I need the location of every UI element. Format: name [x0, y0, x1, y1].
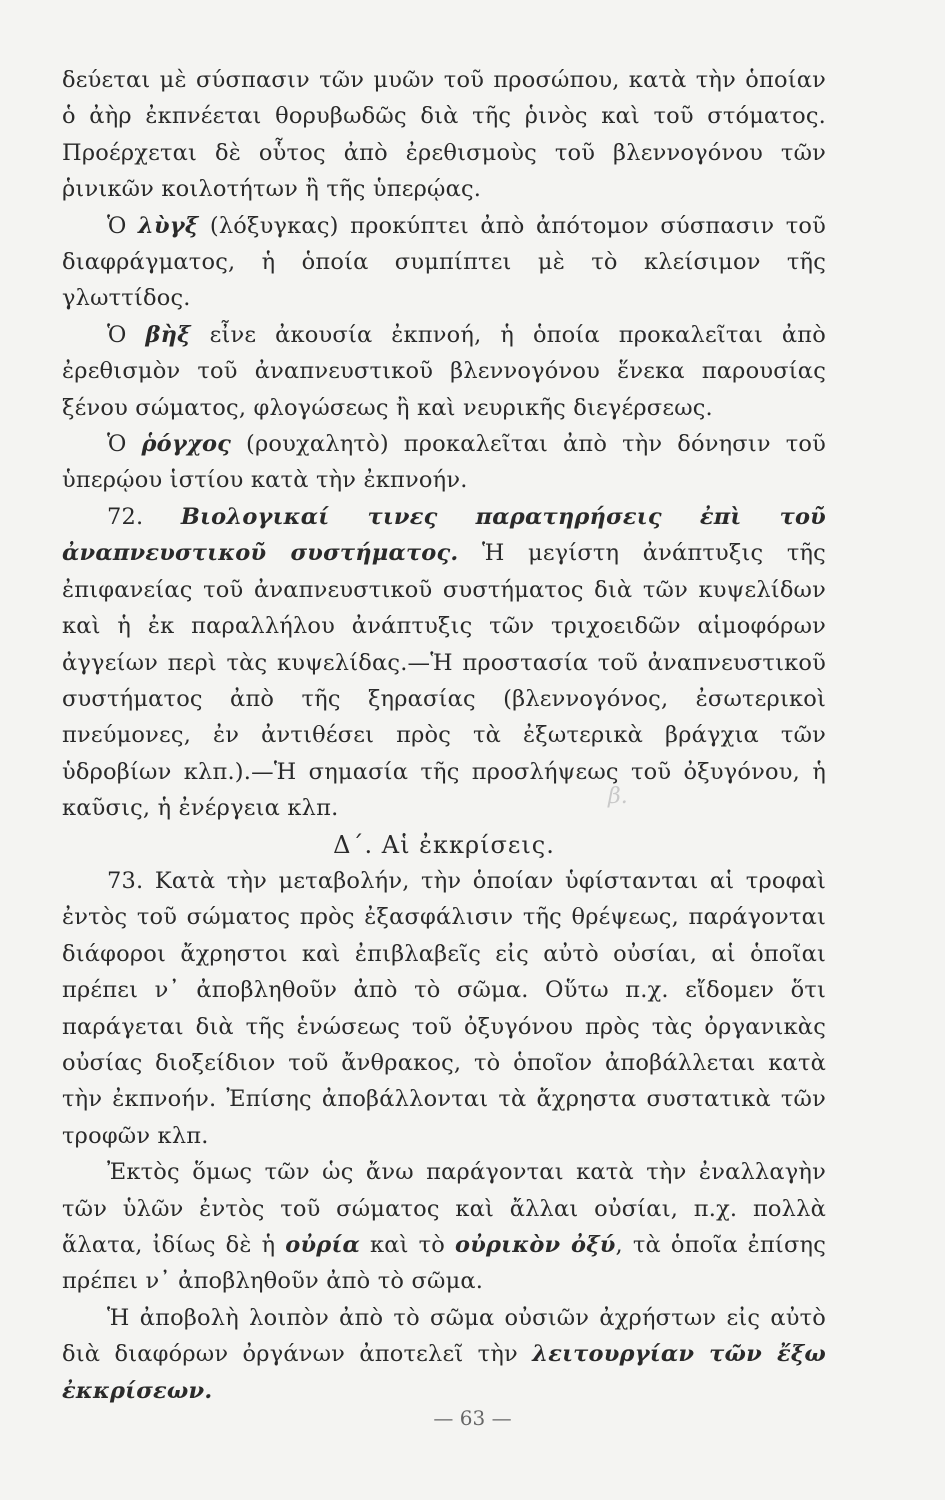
faint-pencil-mark: β. [608, 784, 628, 809]
term-uric-acid: οὐρικὸν ὀξύ [455, 1232, 616, 1258]
paragraph-other-substances: Ἐκτὸς ὅμως τῶν ὡς ἄνω παράγονται κατὰ τὴν ἐναλλαγὴν τῶν ὑλῶν ἐντὸς τοῦ σώματος καὶ ἄλλαι οὐσίαι, π.χ. πολλὰ ἅλατα, ἰδίως δὲ ἡ οὐρία καὶ τὸ οὐρικὸν ὀξύ, τὰ ὁποῖα ἐπίσης πρέπει ν᾽ ἀποβληθοῦν ἀπὸ τὸ σῶμα. [62, 1159, 826, 1295]
section-72: 72. Βιολογικαί τινες παρατηρήσεις ἐπὶ τοῦ ἀναπνευστικοῦ συστήματος. Ἡ μεγίστη ἀνάπτυξις τῆς ἐπιφανείας τοῦ ἀναπνευστικοῦ συστήματος διὰ τῶν κυψελίδων καὶ ἡ ἐκ παραλλήλου ἀνάπτυξις τῶν τριχοειδῶν αἱμοφόρων ἀγγείων περὶ τὰς κυψελίδας.—Ἡ προστασία τοῦ ἀναπνευστικοῦ συστήματος ἀπὸ τῆς ξηρασίας (βλεννογόνος, ἐσωτερικοὶ πνεύμονες, ἐν ἀντιθέσει πρὸς τὰ ἐξωτερικὰ βράγχια τῶν ὑδροβίων κλπ.).—Ἡ σημασία τῆς προσλήψεως τοῦ ὀξυγόνου, ἡ καῦσις, ἡ ἐνέργεια κλπ. [62, 503, 826, 822]
paragraph-cough: Ὁ βὴξ εἶνε ἀκουσία ἐκπνοή, ἡ ὁποία προκαλεῖται ἀπὸ ἐρεθισμὸν τοῦ ἀναπνευστικοῦ βλεννογόνου ἕνεκα παρουσίας ξένου σώματος, φλογώσεως ἢ καὶ νευρικῆς διεγέρσεως. [62, 321, 826, 421]
section-73: 73. Κατὰ τὴν μεταβολήν, τὴν ὁποίαν ὑφίστανται αἱ τροφαὶ ἐντὸς τοῦ σώματος πρὸς ἐξασφάλισιν τῆς θρέψεως, παράγονται διάφοροι ἄχρηστοι καὶ ἐπιβλαβεῖς εἰς αὐτὸ οὐσίαι, αἱ ὁποῖαι πρέπει ν᾽ ἀποβληθοῦν ἀπὸ τὸ σῶμα. Οὕτω π.χ. εἴδομεν ὅτι παράγεται διὰ τῆς ἑνώσεως τοῦ ὀξυγόνου πρὸς τὰς ὀργανικὰς οὐσίας διοξείδιον τοῦ ἄνθρακος, τὸ ὁποῖον ἀποβάλλεται κατὰ τὴν ἐκπνοήν. Ἐπίσης ἀποβάλλονται τὰ ἄχρηστα συστατικὰ τῶν τροφῶν κλπ. [62, 867, 826, 1149]
page-number: — 63 — [433, 1406, 512, 1430]
chapter-heading: Δ΄. Αἱ ἐκκρίσεις. [333, 830, 555, 859]
term-hiccup: λὺγξ [138, 212, 199, 239]
term-urea: οὐρία [285, 1232, 361, 1258]
section-number-72: 72. [107, 503, 144, 530]
section-title-72: Βιολογικαί τινες παρατηρήσεις ἐπὶ τοῦ ἀναπνευστικοῦ συστήματος. [62, 503, 826, 567]
term-snoring: ῥόγχος [141, 431, 232, 458]
paragraph-excretion-summary: Ἡ ἀποβολὴ λοιπὸν ἀπὸ τὸ σῶμα οὐσιῶν ἀχρήστων εἰς αὐτὸ διὰ διαφόρων ὀργάνων ἀποτελεῖ τὴν λειτουργίαν τῶν ἔξω ἐκκρίσεων. [62, 1304, 826, 1404]
term-cough: βὴξ [145, 321, 191, 348]
term-excretion: λειτουργίαν τῶν ἔξω ἐκκρίσεων. [62, 1341, 826, 1404]
paragraph-hiccup: Ὁ λὺγξ (λόξυγκας) προκύπτει ἀπὸ ἀπότομον σύσπασιν τοῦ διαφράγματος, ἡ ὁποία συμπίπτει μὲ τὸ κλείσιμον τῆς γλωττίδος. [62, 212, 826, 312]
body-text [62, 62, 826, 1409]
paragraph-snoring: Ὁ ῥόγχος (ρουχαλητὸ) προκαλεῖται ἀπὸ τὴν δόνησιν τοῦ ὑπερῴου ἱστίου κατὰ τὴν ἐκπνοήν. [62, 431, 827, 494]
paragraph-sneeze-continued: δεύεται μὲ σύσπασιν τῶν μυῶν τοῦ προσώπου, κατὰ τὴν ὁποίαν ὁ ἀὴρ ἐκπνέεται θορυβωδῶς διὰ τῆς ῥινὸς καὶ τοῦ στόματος. Προέρχεται δὲ οὗτος ἀπὸ ἐρεθισμοὺς τοῦ βλεννογόνου τῶν ῥινικῶν κοιλοτήτων ἢ τῆς ὑπερῴας. [62, 67, 826, 203]
